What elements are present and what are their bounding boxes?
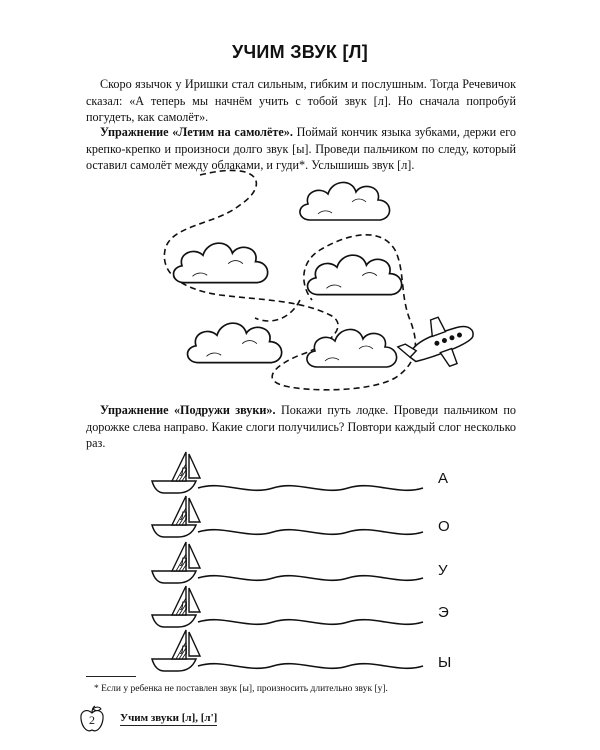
cloud-left-middle <box>174 243 268 282</box>
exercise1-name: Упражнение «Летим на самолёте». <box>100 125 293 139</box>
boat-and-wave <box>148 448 438 498</box>
footnote: * Если у ребенка не поставлен звук [ы], произносить длительно звук [у]. <box>94 684 388 694</box>
boat-and-wave <box>148 492 438 542</box>
exercise2-text: Покажи путь лодке. Проведи пальчиком по дорожке слева направо. Какие слоги получились? Повтори каждый слог несколько раз. <box>86 403 516 450</box>
sail-letter: Л <box>180 643 188 657</box>
boat-row <box>148 448 488 498</box>
boat-row <box>148 626 488 676</box>
boat-row <box>148 582 488 632</box>
boat-row <box>148 492 488 542</box>
vowel-label: Ы <box>438 654 452 671</box>
footnote-separator <box>86 676 136 677</box>
page-number-badge <box>78 705 106 735</box>
vowel-label: О <box>438 518 450 535</box>
cloud-right-bottom <box>307 329 397 367</box>
cloud-left-bottom <box>188 323 282 362</box>
running-head: Учим звуки [л], [л'] <box>120 712 218 724</box>
exercise1-text: Поймай кончик языка зубками, держи его крепко-крепко и произноси долго звук [ы]. Проведи пальчиком по следу, который оставил самолёт между облаками, и гуди*. Услышишь звук [л]. <box>86 125 516 172</box>
boat-row <box>148 538 488 588</box>
vowel-label: А <box>438 470 449 487</box>
boat-and-wave <box>148 538 438 588</box>
exercise2-name: Упражнение «Подружи звуки». <box>100 403 276 417</box>
sail-letter: Л <box>180 599 188 613</box>
sail-letter: Л <box>180 509 188 523</box>
cloud-top <box>300 182 390 220</box>
exercise2-paragraph <box>86 402 516 452</box>
page-number: 2 <box>89 713 95 727</box>
sail-letter: Л <box>180 465 188 479</box>
vowel-label: Э <box>438 604 449 621</box>
intro-paragraph: Скоро язычок у Иришки стал сильным, гибким и послушным. Тогда Речевичок сказал: «А теперь мы начнём учить с тобой звук [л]. Но сначала попробуй погудеть, как самолёт». <box>86 77 516 124</box>
vowel-label: У <box>438 562 448 579</box>
boat-and-wave <box>148 626 438 676</box>
cloud-right-middle <box>308 255 402 294</box>
boat-and-wave <box>148 582 438 632</box>
sail-letter: Л <box>180 555 188 569</box>
page-title: УЧИМ ЗВУК [Л] <box>231 42 369 62</box>
airplane-icon <box>393 308 481 381</box>
